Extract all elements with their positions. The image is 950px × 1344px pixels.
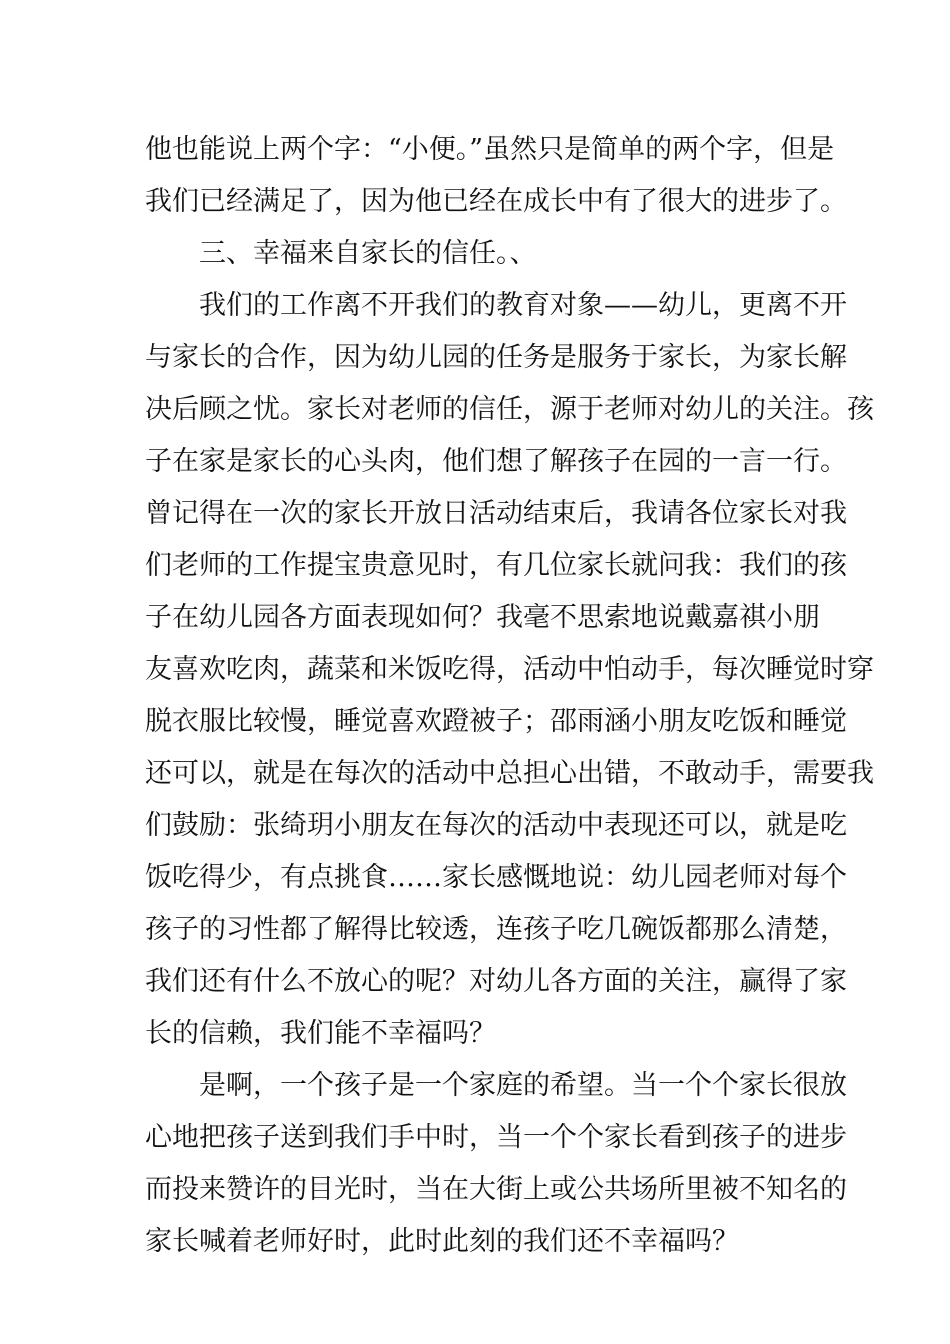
text-line: 曾记得在一次的家长开放日活动结束后，我请各位家长对我 (145, 498, 847, 529)
text-line: 心地把孩子送到我们手中时，当一个个家长看到孩子的进步 (145, 1122, 847, 1153)
text-line: 家长喊着老师好时，此时此刻的我们还不幸福吗？ (145, 1226, 739, 1257)
text-line: 他也能说上两个字：“小便。”虽然只是简单的两个字，但是 (145, 134, 835, 165)
text-line: 与家长的合作，因为幼儿园的任务是服务于家长，为家长解 (145, 342, 847, 373)
text-line: 孩子的习性都了解得比较透，连孩子吃几碗饭都那么清楚， (145, 914, 847, 945)
text-line: 而投来赞许的目光时，当在大街上或公共场所里被不知名的 (145, 1174, 847, 1205)
text-line: 长的信赖，我们能不幸福吗？ (145, 1018, 496, 1049)
text-line: 友喜欢吃肉，蔬菜和米饭吃得，活动中怕动手，每次睡觉时穿 (145, 654, 874, 685)
text-line: 是啊，一个孩子是一个家庭的希望。当一个个家长很放 (199, 1070, 847, 1101)
text-line: 们老师的工作提宝贵意见时，有几位家长就问我：我们的孩 (145, 550, 847, 581)
text-line: 我们还有什么不放心的呢？对幼儿各方面的关注，赢得了家 (145, 966, 847, 997)
text-line: 子在家是家长的心头肉，他们想了解孩子在园的一言一行。 (145, 446, 847, 477)
text-line: 还可以，就是在每次的活动中总担心出错，不敢动手，需要我 (145, 758, 874, 789)
text-line: 们鼓励：张绮玥小朋友在每次的活动中表现还可以，就是吃 (145, 810, 847, 841)
text-line: 决后顾之忧。家长对老师的信任，源于老师对幼儿的关注。孩 (145, 394, 874, 425)
text-line: 我们的工作离不开我们的教育对象——幼儿，更离不开 (199, 290, 847, 321)
text-line: 子在幼儿园各方面表现如何？我毫不思索地说戴嘉祺小朋 (145, 602, 820, 633)
section-heading: 三、幸福来自家长的信任。、 (199, 238, 537, 269)
text-line: 饭吃得少，有点挑食……家长感慨地说：幼儿园老师对每个 (145, 862, 847, 893)
text-line: 脱衣服比较慢，睡觉喜欢蹬被子；邵雨涵小朋友吃饭和睡觉 (145, 706, 847, 737)
text-line: 我们已经满足了，因为他已经在成长中有了很大的进步了。 (145, 186, 847, 217)
